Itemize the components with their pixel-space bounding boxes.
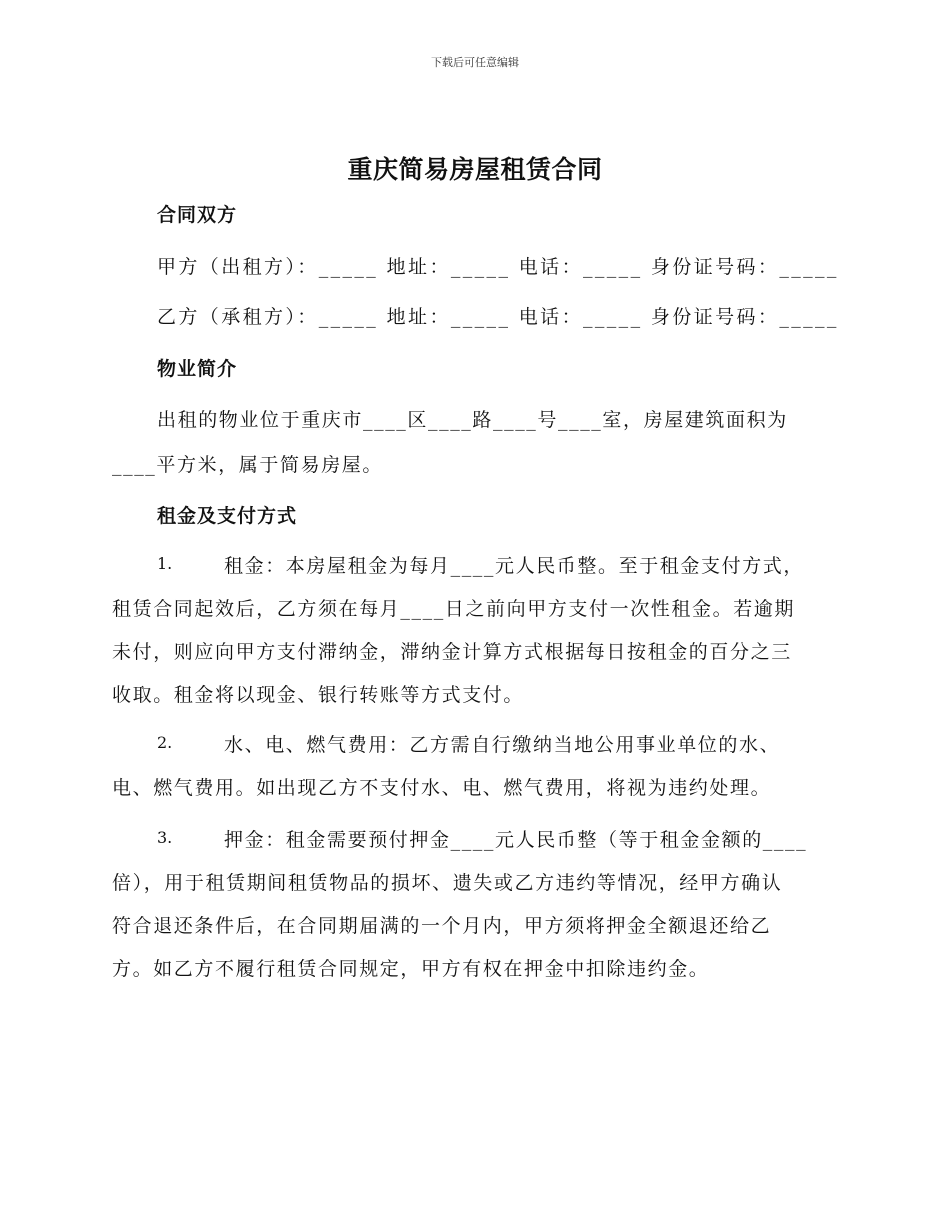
section-heading-property: 物业简介 [157,358,238,380]
section-heading-parties: 合同双方 [157,204,238,226]
item-number: 2. [157,733,173,752]
section-heading-rent: 租金及支付方式 [157,505,298,527]
rent-item-line: 租赁合同起效后，乙方须在每月____日之前向甲方支付一次性租金。若逾期 [112,598,796,620]
deposit-item-line: 押金：租金需要预付押金____元人民币整（等于租金金额的____ [224,829,808,851]
deposit-item-line: 方。如乙方不履行租赁合同规定，甲方有权在押金中扣除违约金。 [112,958,710,980]
property-line: 出租的物业位于重庆市____区____路____号____室，房屋建筑面积为 [157,409,788,431]
document-title: 重庆简易房屋租赁合同 [347,155,603,184]
deposit-item-line: 倍），用于租赁期间租赁物品的损坏、遗失或乙方违约等情况，经甲方确认 [112,872,783,894]
page-header-note: 下载后可任意编辑 [431,56,519,69]
party-a-line: 甲方（出租方）：_____ 地址：_____ 电话：_____ 身份证号码：_____ [157,256,839,278]
property-line: ____平方米，属于简易房屋。 [112,454,384,476]
utilities-item-line: 电、燃气费用。如出现乙方不支付水、电、燃气费用，将视为违约处理。 [112,777,772,799]
rent-item-line: 未付，则应向甲方支付滞纳金，滞纳金计算方式根据每日按租金的百分之三 [112,641,792,663]
rent-item-line: 收取。租金将以现金、银行转账等方式支付。 [112,684,525,706]
utilities-item-line: 水、电、燃气费用：乙方需自行缴纳当地公用事业单位的水、 [224,734,781,756]
rent-item-line: 租金：本房屋租金为每月____元人民币整。至于租金支付方式， [224,555,805,577]
party-b-line: 乙方（承租方）：_____ 地址：_____ 电话：_____ 身份证号码：_____ [157,306,839,328]
item-number: 1. [157,554,173,573]
deposit-item-line: 符合退还条件后，在合同期届满的一个月内，甲方须将押金全额退还给乙 [112,915,772,937]
item-number: 3. [157,828,173,847]
